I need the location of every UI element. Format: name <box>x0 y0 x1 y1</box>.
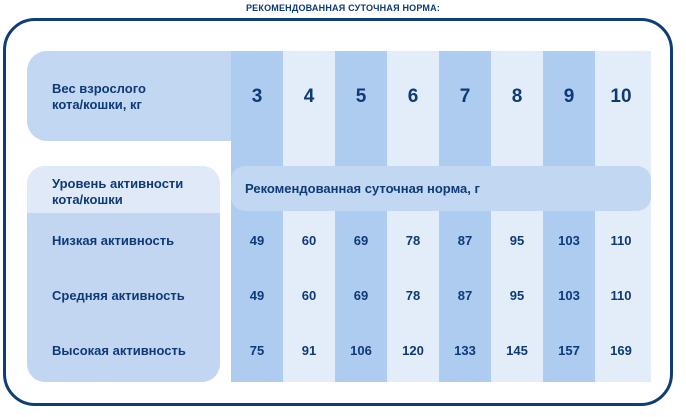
weight-value: 4 <box>303 86 315 107</box>
table-cell: 69 <box>353 288 369 303</box>
weight-value: 3 <box>251 86 263 107</box>
table-cell: 110 <box>610 233 632 248</box>
table-cell: 157 <box>558 343 580 358</box>
table-cell: 106 <box>350 343 372 358</box>
row-label-high: Высокая активность <box>52 343 186 358</box>
table-cell: 60 <box>301 288 317 303</box>
row-label-medium: Средняя активность <box>52 288 185 303</box>
recommended-norm-label: Рекомендованная суточная норма, г <box>245 181 480 196</box>
weight-value: 7 <box>459 86 471 107</box>
table-cell: 95 <box>509 288 525 303</box>
weight-value: 10 <box>610 86 632 107</box>
weight-label: Вес взрослого кота/кошки, кг <box>52 81 146 112</box>
table-cell: 75 <box>249 343 265 358</box>
weight-value: 5 <box>355 86 367 107</box>
table-cell: 133 <box>454 343 476 358</box>
activity-label: Уровень активности кота/кошки <box>52 176 184 207</box>
table-cell: 60 <box>301 233 317 248</box>
table-cell: 110 <box>610 288 632 303</box>
table-cell: 91 <box>301 343 317 358</box>
table-cell: 103 <box>558 233 580 248</box>
row-label-low: Низкая активность <box>52 233 175 248</box>
page-title: РЕКОМЕНДОВАННАЯ СУТОЧНАЯ НОРМА: <box>245 3 441 13</box>
table-cell: 95 <box>509 233 525 248</box>
weight-value: 8 <box>511 86 523 107</box>
table-cell: 49 <box>249 288 265 303</box>
table-cell: 169 <box>610 343 632 358</box>
table-cell: 103 <box>558 288 580 303</box>
weight-value: 6 <box>407 86 419 107</box>
table-cell: 145 <box>506 343 528 358</box>
table-cell: 87 <box>457 233 473 248</box>
table-cell: 78 <box>405 288 421 303</box>
table-cell: 78 <box>405 233 421 248</box>
table-cell: 49 <box>249 233 265 248</box>
table-cell: 69 <box>353 233 369 248</box>
table-cell: 120 <box>402 343 424 358</box>
table-cell: 87 <box>457 288 473 303</box>
weight-value: 9 <box>563 86 575 107</box>
